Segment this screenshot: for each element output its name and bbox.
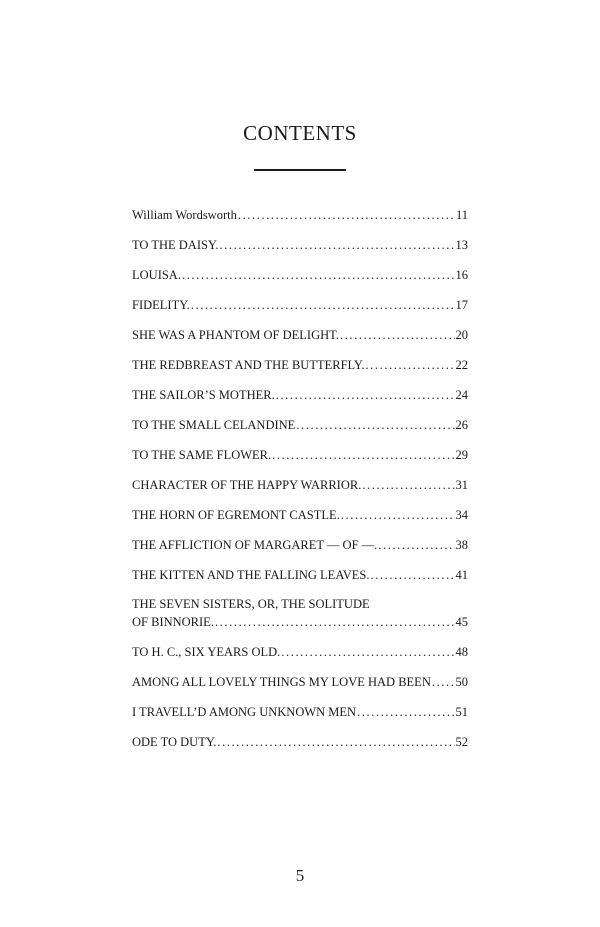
dot-leader <box>432 673 455 691</box>
toc-entry <box>132 206 468 224</box>
toc-entry <box>132 446 468 464</box>
dot-leader <box>365 356 454 374</box>
toc-entry-line <box>132 236 468 254</box>
page-number: 5 <box>295 866 305 885</box>
toc-entry <box>132 673 468 691</box>
toc-entry-page: 31 <box>455 478 468 492</box>
toc-entry-page: 45 <box>455 615 468 629</box>
toc-entry-title: TO THE SMALL CELANDINE <box>132 418 296 432</box>
dot-leader <box>182 266 455 284</box>
toc-entry <box>132 236 468 254</box>
toc-entry-line <box>132 386 468 404</box>
toc-entry-page: 51 <box>455 705 468 719</box>
toc-entry-title-line: THE SEVEN SISTERS, OR, THE SOLITUDE <box>132 597 370 611</box>
toc-entry-page: 11 <box>455 208 468 222</box>
toc-entry-page: 50 <box>455 675 468 689</box>
dot-leader <box>362 476 454 494</box>
toc-entry <box>132 643 468 661</box>
dot-leader <box>238 206 455 224</box>
dot-leader <box>357 703 454 721</box>
toc-entry-page: 29 <box>455 448 468 462</box>
toc-entry-title: TO H. C., SIX YEARS OLD. <box>132 645 281 659</box>
toc-entry-line <box>132 266 468 284</box>
toc-entry-line <box>132 536 468 554</box>
toc-entry-title: OF BINNORIE. <box>132 615 214 629</box>
toc-entry <box>132 566 468 584</box>
heading-rule <box>254 169 346 171</box>
toc-entry <box>132 356 468 374</box>
toc-entry-title: TO THE DAISY. <box>132 238 219 252</box>
dot-leader <box>296 416 454 434</box>
toc-entry-page: 41 <box>455 568 468 582</box>
dot-leader <box>340 326 455 344</box>
toc-entry-line <box>132 673 468 691</box>
dot-leader <box>272 446 454 464</box>
toc-entry-line <box>132 643 468 661</box>
toc-entry-page: 22 <box>455 358 468 372</box>
toc-entry-title: THE AFFLICTION OF MARGARET — OF —. <box>132 538 378 552</box>
toc-entry-title: ODE TO DUTY. <box>132 735 217 749</box>
dot-leader <box>378 536 454 554</box>
toc-entry-title: William Wordsworth <box>132 208 237 222</box>
toc-entry-page: 26 <box>455 418 468 432</box>
toc-entry-title: TO THE SAME FLOWER. <box>132 448 272 462</box>
toc-entry <box>132 476 468 494</box>
toc-entry-line <box>132 733 468 751</box>
toc-entry <box>132 703 468 721</box>
toc-entry <box>132 266 468 284</box>
toc-entry-title: SHE WAS A PHANTOM OF DELIGHT. <box>132 328 339 342</box>
dot-leader <box>341 506 455 524</box>
toc-entry-title: THE HORN OF EGREMONT CASTLE. <box>132 508 340 522</box>
toc-entry-page: 16 <box>455 268 468 282</box>
contents-heading: CONTENTS <box>243 121 357 145</box>
toc-entry-title: CHARACTER OF THE HAPPY WARRIOR. <box>132 478 362 492</box>
toc-entry-line <box>132 613 468 631</box>
toc-entry <box>132 386 468 404</box>
toc-entry <box>132 596 468 631</box>
toc-entry-title: AMONG ALL LOVELY THINGS MY LOVE HAD BEEN <box>132 675 431 689</box>
toc-entry-line <box>132 566 468 584</box>
toc-entry-title: FIDELITY. <box>132 298 190 312</box>
dot-leader <box>217 733 454 751</box>
toc-entry-title: THE REDBREAST AND THE BUTTERFLY. <box>132 358 365 372</box>
toc-entry-page: 24 <box>455 388 468 402</box>
toc-entry-line <box>132 446 468 464</box>
toc-entry-line <box>132 416 468 434</box>
toc-entry-page: 20 <box>455 328 468 342</box>
toc-entry-line <box>132 476 468 494</box>
toc-entry <box>132 506 468 524</box>
toc-entry <box>132 326 468 344</box>
dot-leader <box>276 386 455 404</box>
toc-entry-page: 17 <box>455 298 468 312</box>
toc-entry-page: 38 <box>455 538 468 552</box>
toc-entry-line <box>132 326 468 344</box>
toc-entry-page: 13 <box>455 238 468 252</box>
dot-leader <box>370 566 454 584</box>
toc-entry-line <box>132 296 468 314</box>
table-of-contents <box>132 206 468 751</box>
toc-entry-line <box>132 506 468 524</box>
dot-leader <box>281 643 454 661</box>
dot-leader <box>191 296 455 314</box>
toc-entry-line <box>132 356 468 374</box>
toc-entry-title: LOUISA. <box>132 268 181 282</box>
toc-entry-title: THE SAILOR’S MOTHER. <box>132 388 275 402</box>
toc-entry <box>132 733 468 751</box>
toc-entry <box>132 416 468 434</box>
toc-entry-page: 48 <box>455 645 468 659</box>
toc-entry-title: I TRAVELL’D AMONG UNKNOWN MEN <box>132 705 357 719</box>
toc-entry-page: 34 <box>455 508 468 522</box>
toc-entry-line <box>132 703 468 721</box>
toc-entry <box>132 296 468 314</box>
toc-entry-title: THE KITTEN AND THE FALLING LEAVES. <box>132 568 370 582</box>
toc-entry-line <box>132 206 468 224</box>
toc-entry <box>132 536 468 554</box>
dot-leader <box>215 613 455 631</box>
dot-leader <box>219 236 454 254</box>
toc-entry-page: 52 <box>455 735 468 749</box>
